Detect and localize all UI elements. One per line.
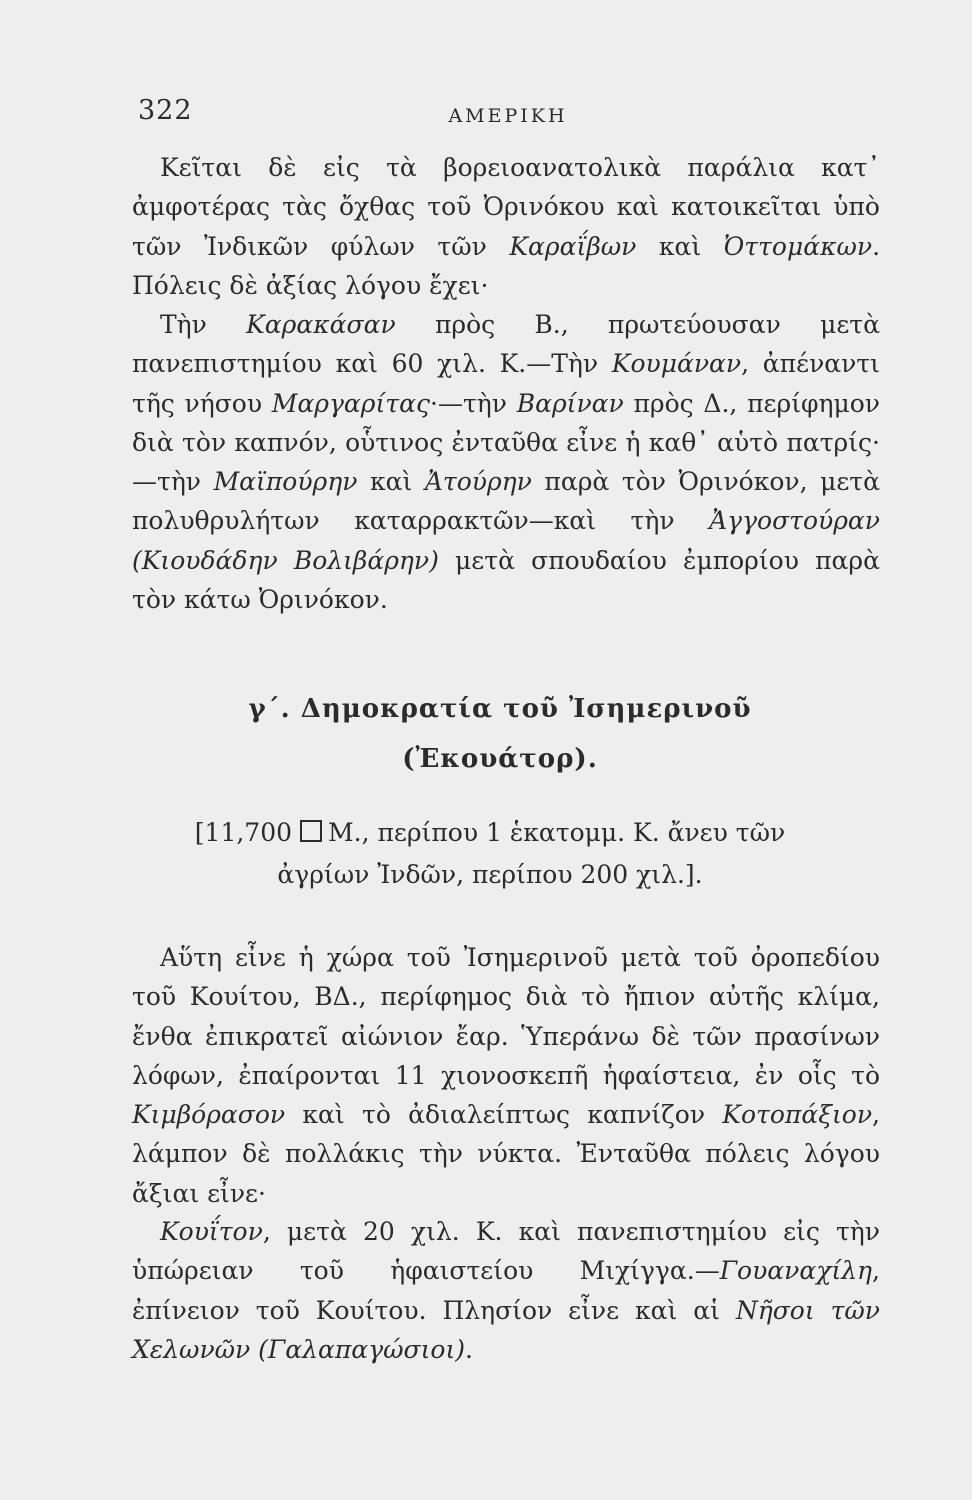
area-value: [11,700 — [194, 818, 293, 847]
italic-run: Μαργαρίτας — [271, 388, 431, 418]
italic-run: Γουαναχίλη — [719, 1256, 873, 1286]
section-heading: γ΄. Δημοκρατία τοῦ Ἰσημερινοῦ — [248, 694, 752, 724]
statistics-line-2: ἀγρίων Ἰνδῶν, περίπου 200 χιλ.]. — [277, 860, 703, 889]
text-run: , ἀπέναντι τῆς νήσου — [132, 349, 880, 418]
italic-run: Κιμβόρασον — [132, 1100, 286, 1130]
square-symbol-icon — [300, 820, 322, 842]
paragraph-venezuela-cities — [132, 305, 880, 619]
paragraph-venezuela-location — [132, 148, 880, 305]
italic-run: Ὀττομάκων — [723, 231, 873, 261]
running-title: ΑΜΕΡΙΚΗ — [448, 105, 568, 127]
text-run: , μετὰ 20 χιλ. Κ. καὶ πανεπιστημίου εἰς τὴν ὑπώρειαν τοῦ ἡφαιστείου Μιχίγγα.— — [132, 1217, 880, 1286]
text-run: παρὰ τὸν Ὀρινόκον, μετὰ πολυθρυλήτων καταρρακτῶν—καὶ τὴν — [132, 467, 880, 536]
text-run: , λάμπον δὲ πολλάκις τὴν νύκτα. Ἐνταῦθα πόλεις λόγου ἄξιαι εἶνε· — [132, 1100, 880, 1208]
italic-run: Κοτοπάξιον — [722, 1100, 873, 1130]
text-run: καὶ — [357, 467, 425, 497]
text-run: πρὸς Β., πρωτεύουσαν μετὰ πανεπιστημίου καὶ 60 χιλ. Κ.—Τὴν — [132, 310, 880, 379]
population-text: Μ., περίπου 1 ἑκατομμ. Κ. ἄνευ τῶν — [328, 818, 786, 847]
paragraph-ecuador-cities — [132, 1212, 880, 1369]
section-subheading: (Ἐκουάτορ). — [402, 744, 598, 774]
text-run: . — [465, 1334, 473, 1364]
text-run: μετὰ σπουδαίου ἐμπορίου παρὰ τὸν κάτω Ὀρινόκον. — [132, 545, 880, 615]
paragraph-ecuador-description — [132, 938, 880, 1213]
section-statistics — [100, 812, 880, 896]
italic-run: Κουμάναν — [611, 349, 742, 379]
italic-run: Ἀγγοστούραν (Κιουδάδην Βολιβάρην) — [132, 506, 880, 575]
text-run: καὶ τὸ ἀδιαλείπτως καπνίζον — [285, 1100, 723, 1130]
text-run: . Πόλεις δὲ ἀξίας λόγου ἔχει· — [132, 231, 881, 300]
italic-run: Ἀτούρην — [424, 467, 532, 497]
running-head — [138, 95, 878, 135]
text-run: , ἐπίνειον τοῦ Κουίτου. Πλησίον εἶνε καὶ αἱ — [132, 1256, 880, 1325]
italic-run: Κουΐτον — [160, 1217, 263, 1246]
italic-run: Καραΐβων — [509, 231, 637, 261]
text-run: Τὴν — [160, 310, 247, 339]
italic-run: Καρακάσαν — [246, 310, 396, 339]
text-run: Αὕτη εἶνε ἡ χώρα τοῦ Ἰσημερινοῦ μετὰ τοῦ ὀροπεδίου τοῦ Κουίτου, ΒΔ., περίφημος διὰ τὸ ἤπιον αὐτῆς κλίμα, ἔνθα ἐπικρατεῖ αἰώνιον ἔαρ. Ὑπεράνω δὲ τῶν πρασίνων λόφων, ἐπαίρονται 11 χιονοσκεπῆ ἡφαίστεια, ἐν οἷς τὸ — [132, 943, 880, 1090]
statistics-line-1 — [100, 812, 880, 854]
italic-run: Νῆσοι τῶν Χελωνῶν (Γαλαπαγώσιοι) — [132, 1295, 880, 1364]
italic-run: Μαϊπούρην — [213, 467, 358, 497]
text-run: πρὸς Δ., περίφημον διὰ τὸν καπνόν, οὗτινος ἐνταῦθα εἶνε ἡ καθ᾽ αὑτὸ πατρίς·—τὴν — [132, 388, 880, 497]
text-run: Κεῖται δὲ εἰς τὰ βορειοανατολικὰ παράλια κατ᾽ ἀμφοτέρας τὰς ὄχθας τοῦ Ὀρινόκου καὶ κατοικεῖται ὑπὸ τῶν Ἰνδικῶν φύλων τῶν — [132, 153, 880, 261]
text-run: ·—τὴν — [430, 388, 517, 418]
page-number: 322 — [138, 95, 193, 126]
text-run: καὶ — [636, 231, 724, 261]
italic-run: Βαρίναν — [516, 388, 624, 418]
